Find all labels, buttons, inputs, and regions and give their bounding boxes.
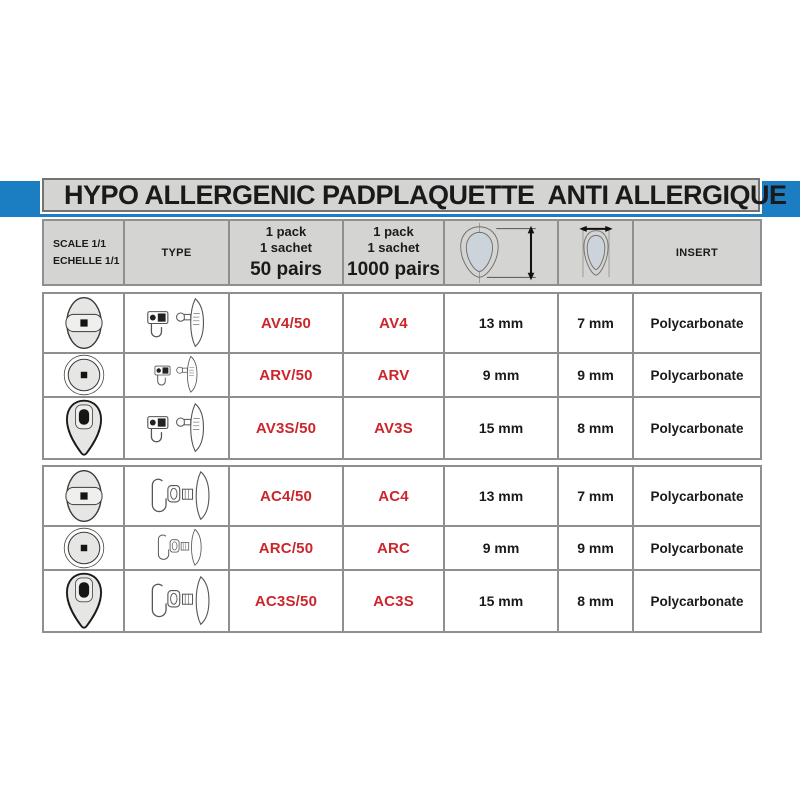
cell-code-50pairs: AC4/50: [229, 466, 343, 526]
screw-mount-icon: [137, 355, 217, 395]
cell-width: 8 mm: [558, 570, 633, 632]
cell-type: [124, 293, 229, 353]
cell-code-50pairs: AV3S/50: [229, 397, 343, 459]
cell-insert: Polycarbonate: [633, 526, 761, 570]
scale-label-fr: ECHELLE 1/1: [53, 254, 120, 267]
header-pad-width: [558, 220, 633, 285]
cell-code-50pairs: ARC/50: [229, 526, 343, 570]
pad-height-dimension-icon: [449, 223, 553, 283]
table-group-screw-pads: [42, 292, 762, 460]
pad-width-dimension-icon: [570, 223, 622, 283]
cell-code-1000pairs: AC3S: [343, 570, 444, 632]
header-scale: [43, 220, 124, 285]
cell-height: 15 mm: [444, 397, 558, 459]
table-row: [43, 526, 761, 570]
table-row: [43, 293, 761, 353]
cell-width: 8 mm: [558, 397, 633, 459]
cell-height: 15 mm: [444, 570, 558, 632]
screw-mount-icon: [135, 297, 219, 350]
cell-type: [124, 466, 229, 526]
cell-code-1000pairs: ARC: [343, 526, 444, 570]
cell-height: 9 mm: [444, 353, 558, 397]
teardrop-pad-icon: [64, 572, 104, 630]
cell-insert: Polycarbonate: [633, 397, 761, 459]
table-row: [43, 570, 761, 632]
screw-mount-icon: [135, 402, 219, 455]
cell-insert: Polycarbonate: [633, 293, 761, 353]
cell-shape: [43, 466, 124, 526]
header-pack-50: 1 pack 1 sachet 50 pairs: [229, 220, 343, 285]
cell-insert: Polycarbonate: [633, 353, 761, 397]
header-pad-height: [444, 220, 558, 285]
cell-code-1000pairs: AV3S: [343, 397, 444, 459]
cell-code-50pairs: AV4/50: [229, 293, 343, 353]
cell-shape: [43, 526, 124, 570]
cell-code-1000pairs: ARV: [343, 353, 444, 397]
cell-width: 7 mm: [558, 466, 633, 526]
oval-pad-icon: [64, 295, 104, 351]
scale-label-en: SCALE 1/1: [53, 237, 107, 250]
cell-type: [124, 526, 229, 570]
table-row: [43, 397, 761, 459]
table-group-clip-pads: [42, 465, 762, 633]
table-column-headers: [42, 219, 762, 286]
cell-height: 9 mm: [444, 526, 558, 570]
page-title-en: HYPO ALLERGENIC PAD: [64, 179, 376, 210]
header-insert: INSERT: [633, 220, 761, 285]
cell-code-50pairs: AC3S/50: [229, 570, 343, 632]
oval-pad-icon: [64, 468, 104, 524]
table-row: [43, 466, 761, 526]
page-title-fr: PLAQUETTE ANTI ALLERGIQUE: [375, 179, 787, 210]
clip-mount-icon: [135, 470, 219, 523]
clip-mount-icon: [135, 575, 219, 628]
cell-insert: Polycarbonate: [633, 466, 761, 526]
header-pack-1000: 1 pack 1 sachet 1000 pairs: [343, 220, 444, 285]
cell-code-1000pairs: AC4: [343, 466, 444, 526]
cell-width: 7 mm: [558, 293, 633, 353]
table-row: [43, 353, 761, 397]
cell-type: [124, 397, 229, 459]
clip-mount-icon: [137, 528, 217, 568]
round-pad-icon: [63, 354, 105, 396]
header-type: TYPE: [124, 220, 229, 285]
cell-code-1000pairs: AV4: [343, 293, 444, 353]
product-table: [42, 219, 760, 633]
cell-height: 13 mm: [444, 466, 558, 526]
cell-insert: Polycarbonate: [633, 570, 761, 632]
teardrop-pad-icon: [64, 399, 104, 457]
round-pad-icon: [63, 527, 105, 569]
title-bar: [42, 178, 787, 212]
cell-width: 9 mm: [558, 353, 633, 397]
cell-width: 9 mm: [558, 526, 633, 570]
cell-type: [124, 570, 229, 632]
cell-code-50pairs: ARV/50: [229, 353, 343, 397]
cell-shape: [43, 397, 124, 459]
cell-type: [124, 353, 229, 397]
cell-height: 13 mm: [444, 293, 558, 353]
cell-shape: [43, 570, 124, 632]
cell-shape: [43, 353, 124, 397]
cell-shape: [43, 293, 124, 353]
